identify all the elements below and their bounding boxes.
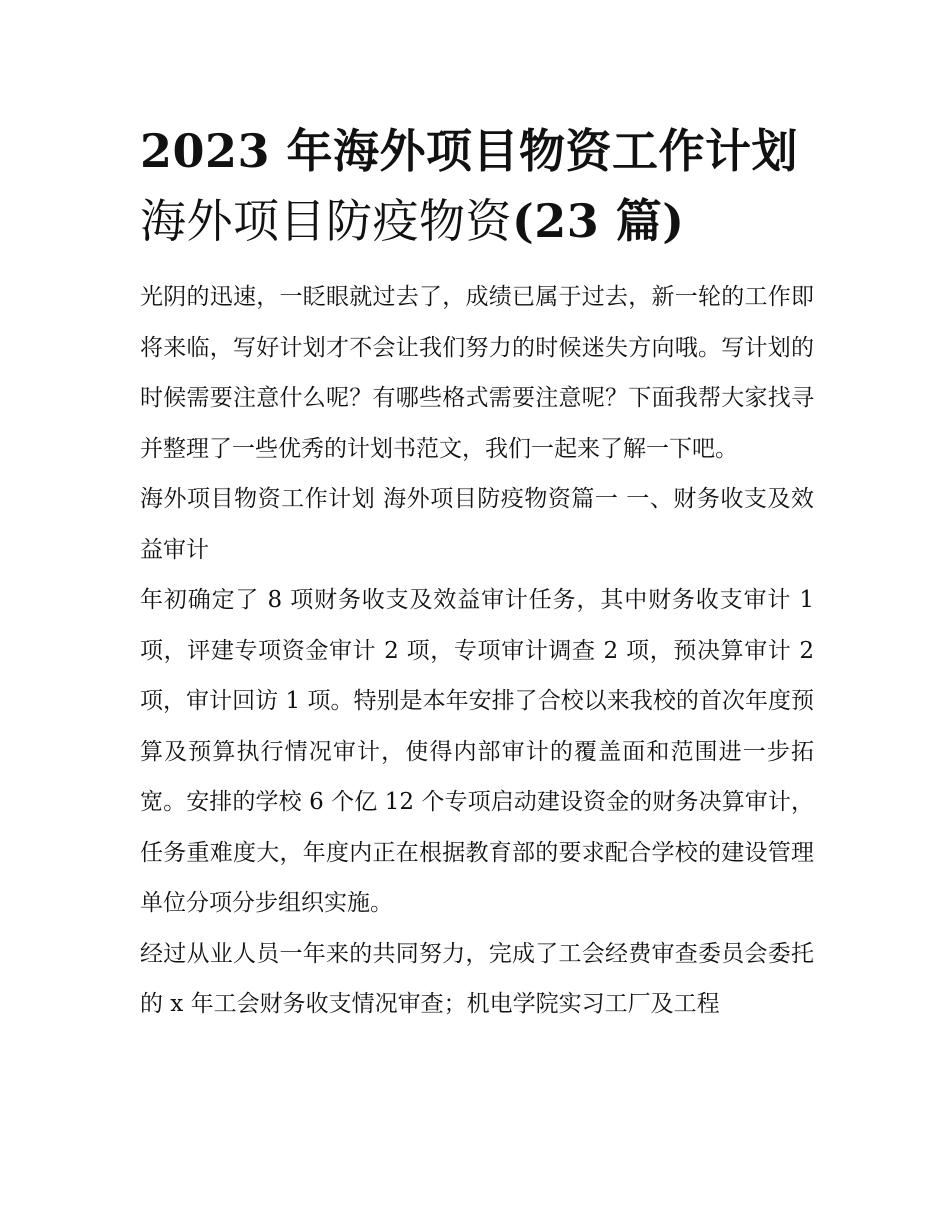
document-title: [140, 116, 814, 256]
title-line-2-count: (23 篇): [512, 194, 685, 248]
body-paragraph-audit: 年初确定了 8 项财务收支及效益审计任务，其中财务收支审计 1 项，评建专项资金审计 2 项，专项审计调查 2 项，预决算审计 2 项，审计回访 1 项。特别是本年安排了合校以来我校的首次年度预算及预算执行情况审计，使得内部审计的覆盖面和范围进一步拓宽。安排的学校 6 个亿 12 个专项启动建设资金的财务决算审计，任务重难度大，年度内正在根据教育部的要求配合学校的建设管理单位分项分步组织实施。: [140, 587, 814, 916]
title-line-2: [140, 186, 814, 256]
section-heading: 海外项目物资工作计划 海外项目防疫物资篇一 一、财务收支及效益审计: [140, 486, 814, 563]
intro-paragraph: 光阴的迅速，一眨眼就过去了，成绩已属于过去，新一轮的工作即将来临，写好计划才不会让我们努力的时候迷失方向哦。写计划的时候需要注意什么呢？有哪些格式需要注意呢？下面我帮大家找寻并整理了一些优秀的计划书范文，我们一起来了解一下吧。: [140, 284, 814, 462]
document-page: [140, 116, 814, 1030]
body-paragraph-review: 经过从业人员一年来的共同努力，完成了工会经费审查委员会委托的 x 年工会财务收支情况审查；机电学院实习工厂及工程: [140, 940, 814, 1017]
title-line-2-text: 海外项目防疫物资: [140, 194, 512, 248]
title-line-1: 2023 年海外项目物资工作计划: [140, 124, 799, 178]
document-body: [140, 272, 814, 1030]
